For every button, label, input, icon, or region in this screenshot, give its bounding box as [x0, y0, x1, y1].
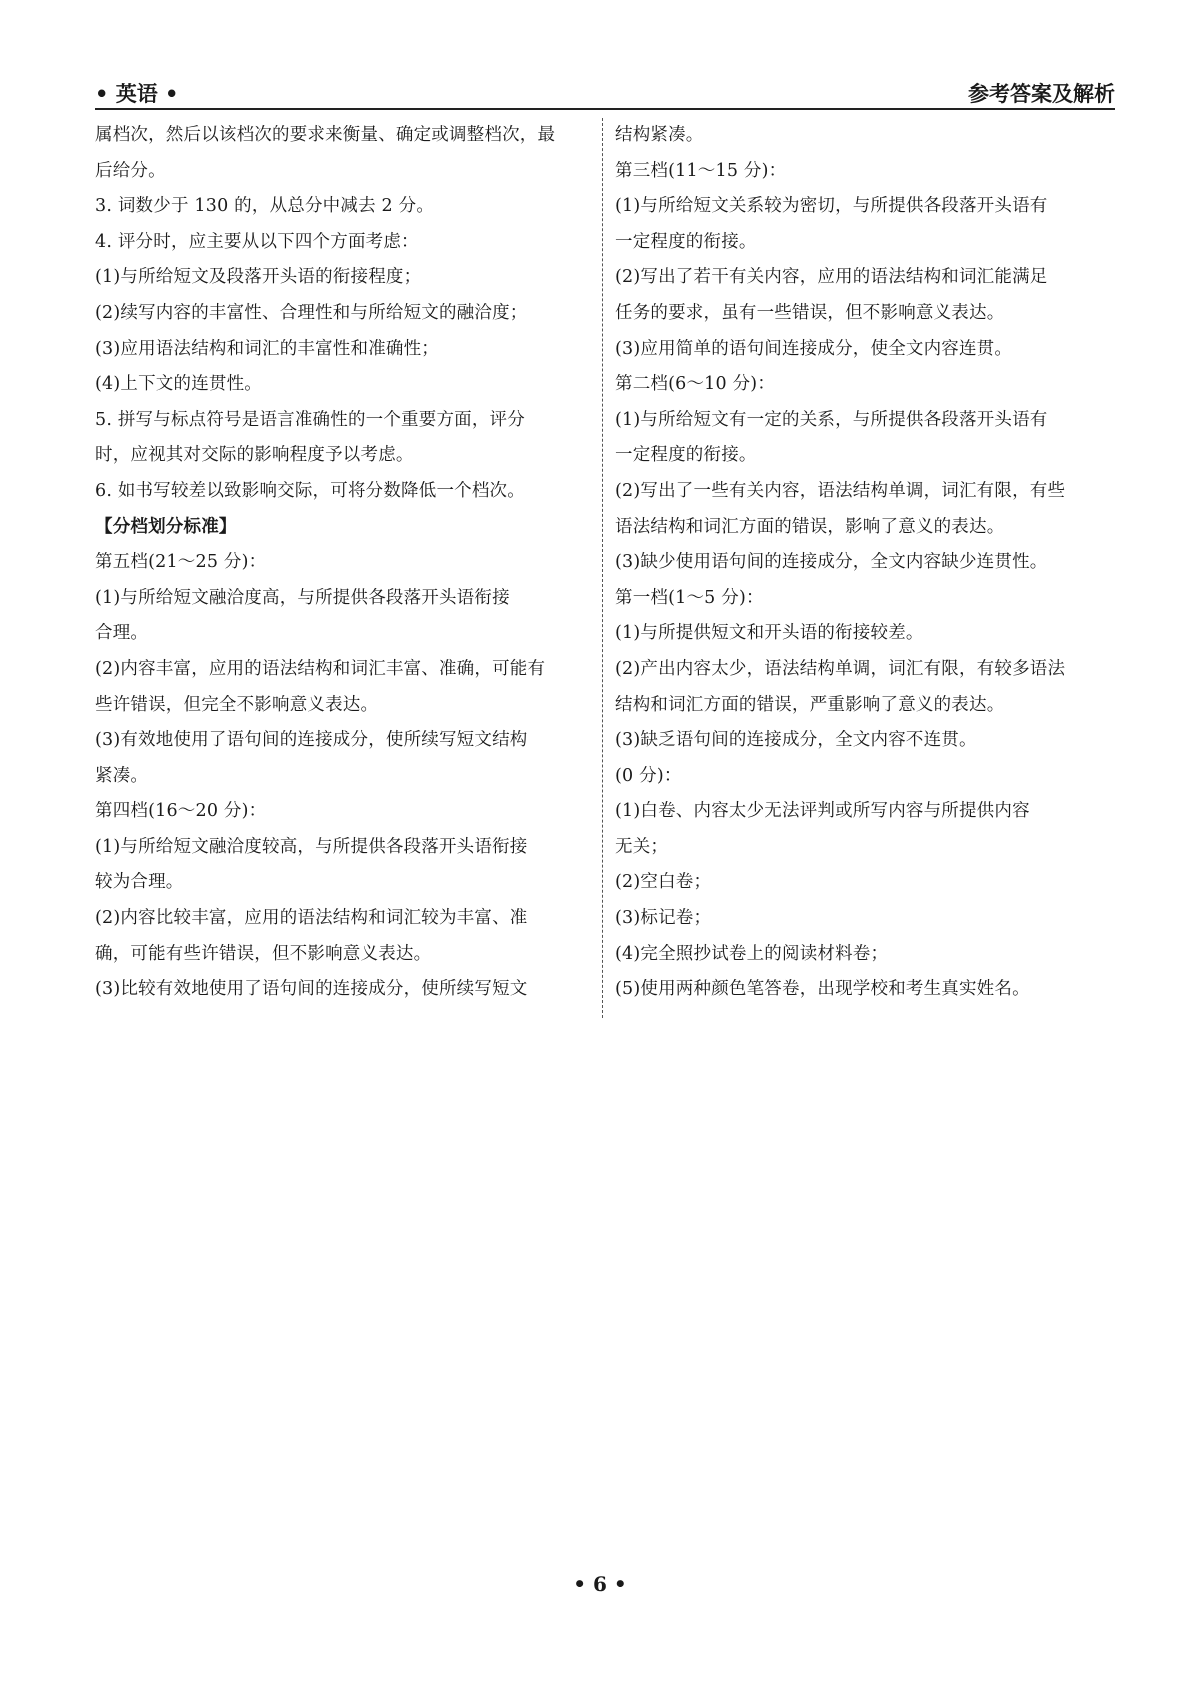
grade-heading: 第四档(16～20 分)：: [95, 801, 267, 822]
column-divider: [602, 118, 603, 1018]
text-line: (1)与所给短文融洽度较高，与所提供各段落开头语衔接: [95, 836, 528, 857]
text-line: (3)缺乏语句间的连接成分，全文内容不连贯。: [615, 730, 977, 751]
text-line: 紧凑。: [95, 765, 149, 786]
grade-heading: 第二档(6～10 分)：: [615, 374, 776, 395]
text-line: 无关；: [615, 836, 669, 857]
text-line: 语法结构和词汇方面的错误，影响了意义的表达。: [615, 516, 1005, 537]
text-line: (3)应用简单的语句间连接成分，使全文内容连贯。: [615, 338, 1013, 359]
text-line: (1)与所给短文及段落开头语的衔接程度；: [95, 267, 422, 288]
text-line: 较为合理。: [95, 872, 184, 893]
text-line: (1)与所给短文有一定的关系，与所提供各段落开头语有: [615, 409, 1048, 430]
text-line: 6. 如书写较差以致影响交际，可将分数降低一个档次。: [95, 480, 525, 501]
text-line: (3)标记卷；: [615, 908, 712, 929]
page-number: • 6 •: [573, 1572, 627, 1596]
text-line: (1)与所给短文关系较为密切，与所提供各段落开头语有: [615, 196, 1048, 217]
text-line: 3. 词数少于 130 的，从总分中减去 2 分。: [95, 196, 435, 217]
text-line: (2)空白卷；: [615, 872, 712, 893]
text-line: 一定程度的衔接。: [615, 231, 757, 252]
text-line: (2)内容丰富，应用的语法结构和词汇丰富、准确，可能有: [95, 658, 546, 679]
text-line: 结构和词汇方面的错误，严重影响了意义的表达。: [615, 694, 1005, 715]
text-line: 4. 评分时，应主要从以下四个方面考虑：: [95, 231, 419, 252]
text-line: (2)产出内容太少，语法结构单调，词汇有限，有较多语法: [615, 658, 1066, 679]
grade-heading: 第三档(11～15 分)：: [615, 160, 787, 181]
text-line: (2)写出了若干有关内容，应用的语法结构和词汇能满足: [615, 267, 1048, 288]
text-line: 时，应视其对交际的影响程度予以考虑。: [95, 445, 414, 466]
left-column: [95, 118, 595, 1008]
grade-heading: 第一档(1～5 分)：: [615, 587, 764, 608]
text-line: (4)完全照抄试卷上的阅读材料卷；: [615, 943, 889, 964]
section-heading: 【分档划分标准】: [95, 516, 237, 537]
text-line: 一定程度的衔接。: [615, 445, 757, 466]
text-line: (3)缺少使用语句间的连接成分，全文内容缺少连贯性。: [615, 552, 1048, 573]
text-line: (1)白卷、内容太少无法评判或所写内容与所提供内容: [615, 801, 1030, 822]
text-line: (4)上下文的连贯性。: [95, 374, 262, 395]
text-line: (5)使用两种颜色笔答卷，出现学校和考生真实姓名。: [615, 979, 1030, 1000]
text-line: 结构紧凑。: [615, 125, 704, 145]
subject-label: • 英语 •: [95, 82, 179, 106]
grade-heading: 第五档(21～25 分)：: [95, 552, 267, 573]
text-line: (2)写出了一些有关内容，语法结构单调，词汇有限，有些: [615, 480, 1066, 501]
text-line: 些许错误，但完全不影响意义表达。: [95, 694, 379, 715]
text-line: 后给分。: [95, 160, 166, 181]
text-line: (3)有效地使用了语句间的连接成分，使所续写短文结构: [95, 730, 528, 751]
section-title: 参考答案及解析: [968, 82, 1115, 106]
text-line: 合理。: [95, 623, 149, 644]
text-line: (3)应用语法结构和词汇的丰富性和准确性；: [95, 338, 439, 359]
text-line: (1)与所给短文融洽度高，与所提供各段落开头语衔接: [95, 587, 510, 608]
text-line: 5. 拼写与标点符号是语言准确性的一个重要方面，评分: [95, 409, 525, 430]
text-line: 确，可能有些许错误，但不影响意义表达。: [95, 943, 432, 964]
text-line: 任务的要求，虽有一些错误，但不影响意义表达。: [615, 302, 1005, 323]
grade-heading: (0 分)：: [615, 765, 682, 786]
text-line: (1)与所提供短文和开头语的衔接较差。: [615, 623, 924, 644]
text-line: (2)内容比较丰富，应用的语法结构和词汇较为丰富、准: [95, 908, 528, 929]
text-line: 属档次，然后以该档次的要求来衡量、确定或调整档次，最: [95, 125, 556, 145]
right-column: [615, 118, 1115, 1008]
text-line: (2)续写内容的丰富性、合理性和与所给短文的融洽度；: [95, 302, 528, 323]
text-line: (3)比较有效地使用了语句间的连接成分，使所续写短文: [95, 979, 528, 1000]
page-header: [95, 78, 1115, 110]
